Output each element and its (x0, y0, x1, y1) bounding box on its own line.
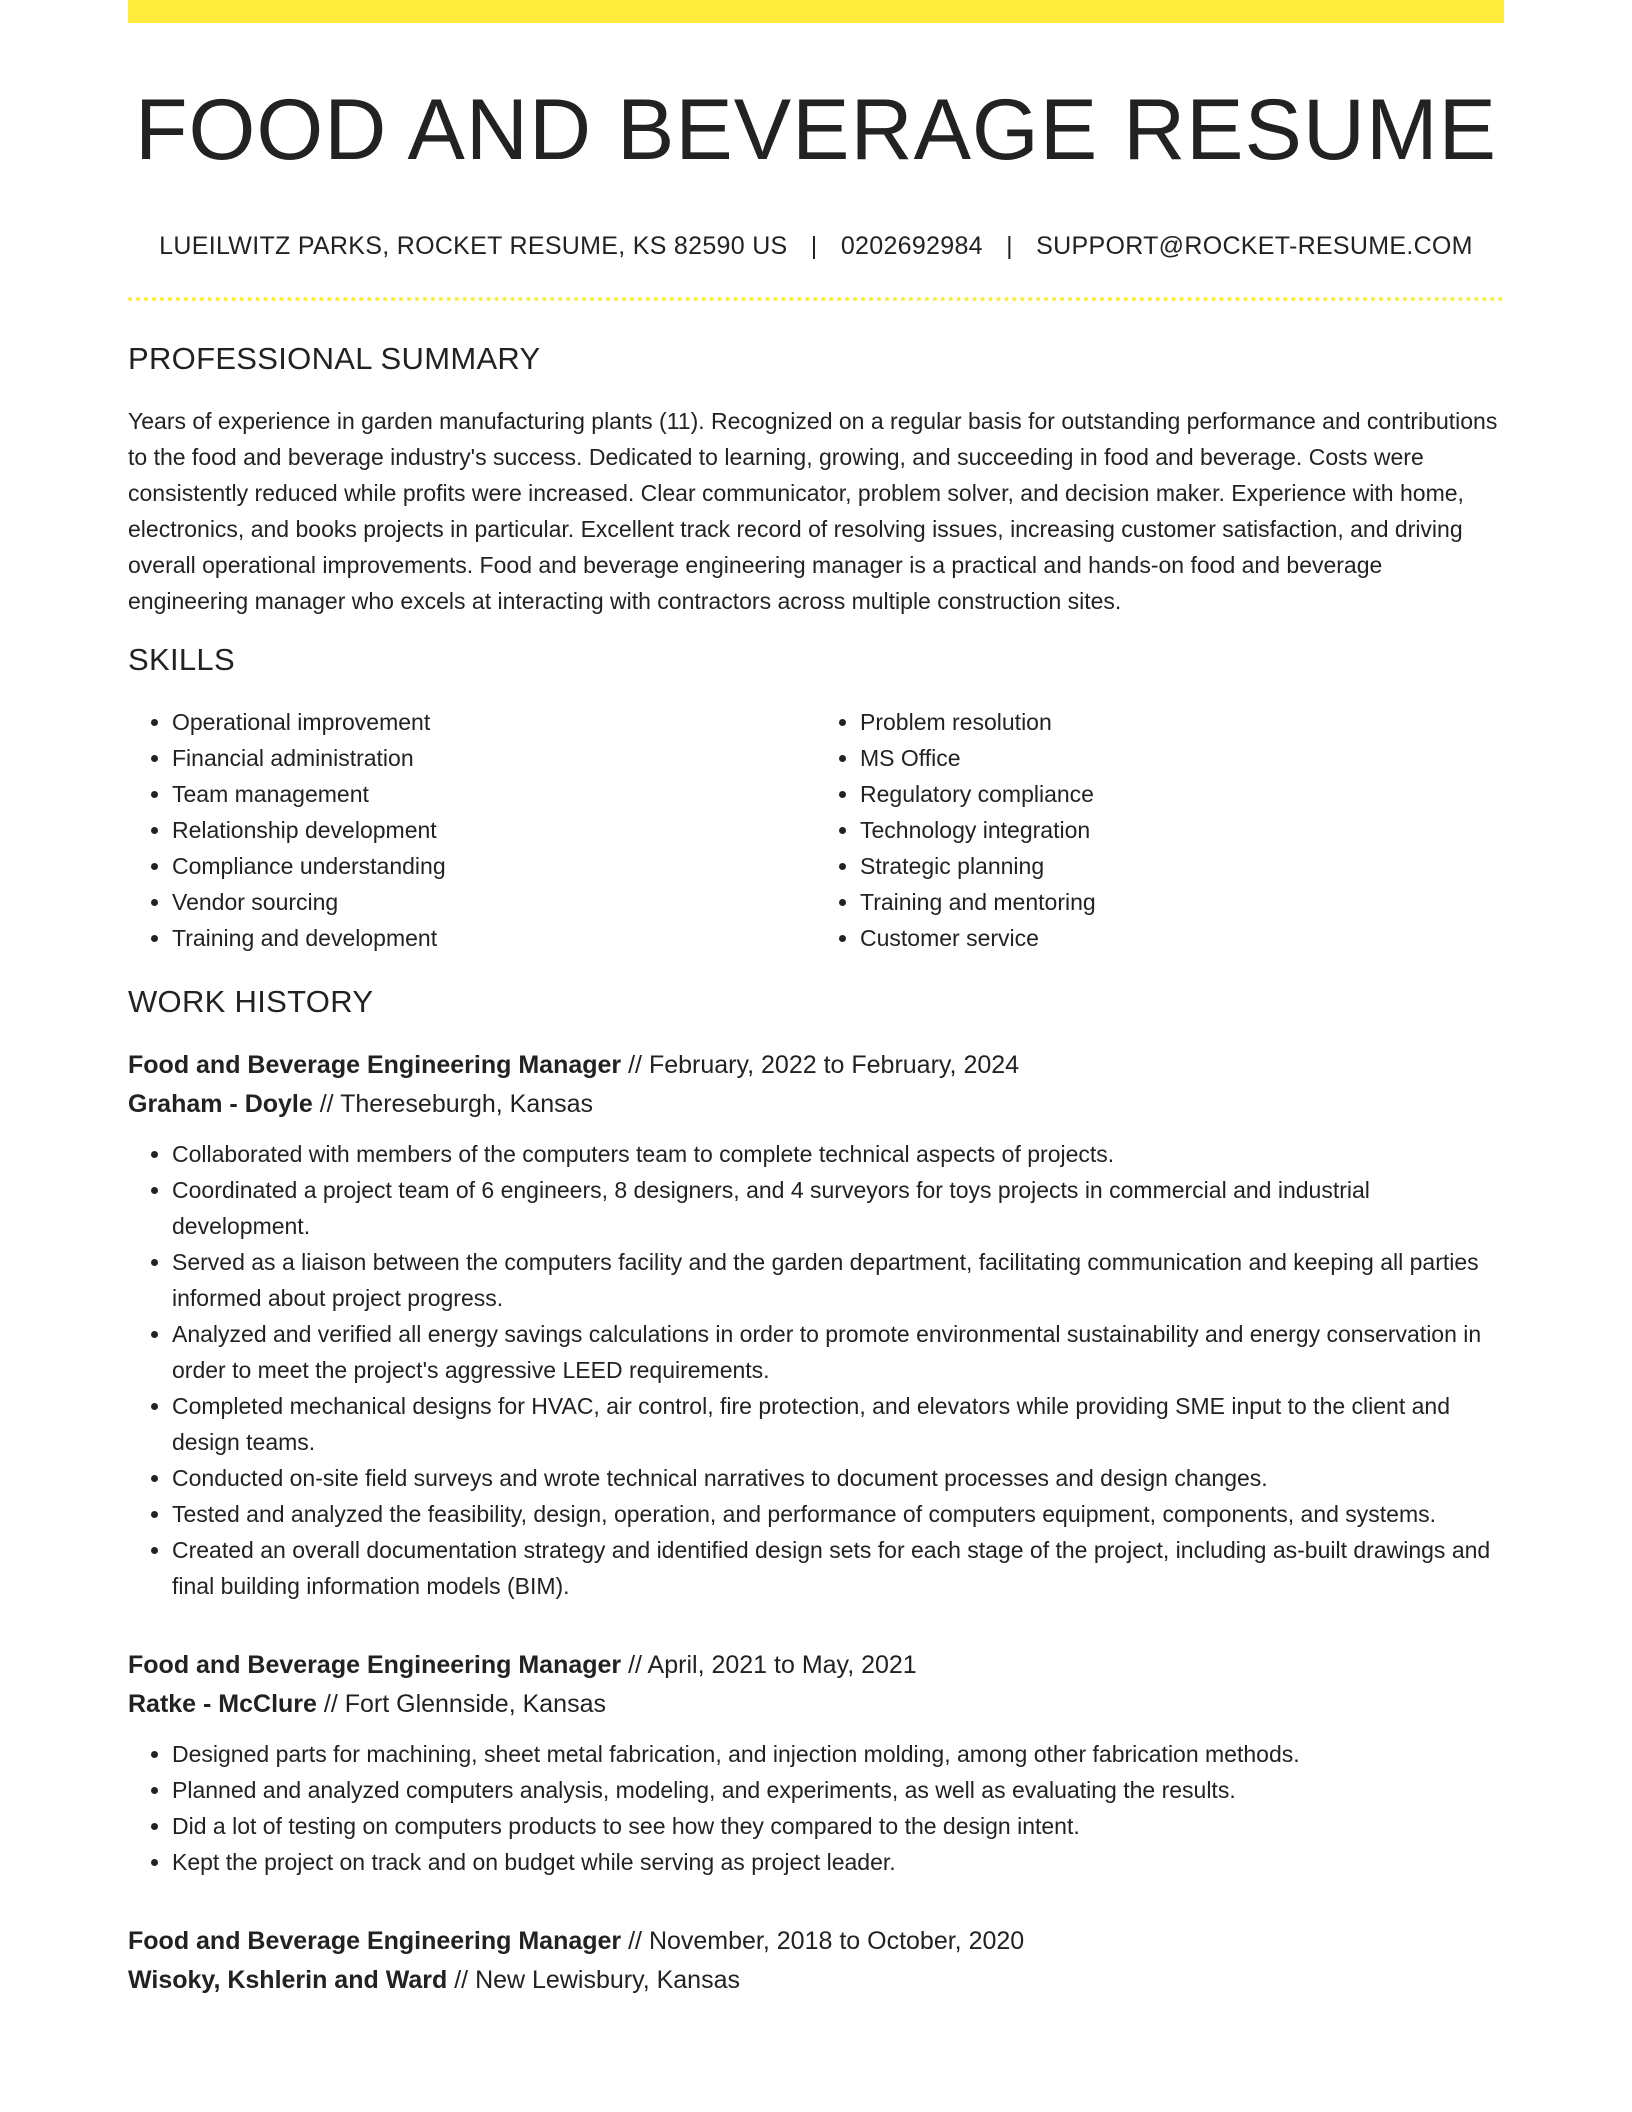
job-title-line (128, 1046, 1504, 1085)
job-title-line (128, 1646, 1504, 1685)
job-entry (128, 1922, 1504, 2000)
job-title: Food and Beverage Engineering Manager (128, 1926, 622, 1955)
job-dates: // February, 2022 to February, 2024 (621, 1050, 1020, 1079)
skill-item: • Operational improvement (172, 704, 816, 740)
job-bullet: • Collaborated with members of the computers team to complete technical aspects of projects. (172, 1136, 1504, 1172)
contact-separator: | (1006, 231, 1013, 260)
job-bullet: • Kept the project on track and on budget while serving as project leader. (172, 1844, 1504, 1880)
job-company: Wisoky, Kshlerin and Ward (128, 1965, 448, 1994)
job-bullet: • Designed parts for machining, sheet metal fabrication, and injection molding, among other fabrication methods. (172, 1736, 1504, 1772)
job-bullet: • Planned and analyzed computers analysis, modeling, and experiments, as well as evaluating the results. (172, 1772, 1504, 1808)
skill-item: • Strategic planning (860, 848, 1504, 884)
skills-heading: SKILLS (128, 641, 235, 677)
skills-column-left (128, 704, 816, 956)
skill-item: • Compliance understanding (172, 848, 816, 884)
skill-item: • Problem resolution (860, 704, 1504, 740)
skill-item: • Vendor sourcing (172, 884, 816, 920)
dotted-divider (128, 297, 1504, 301)
job-bullet: • Analyzed and verified all energy savings calculations in order to promote environmental sustainability and energy conservation in order to meet the project's aggressive LEED requirements. (172, 1316, 1504, 1388)
job-dates: // April, 2021 to May, 2021 (621, 1650, 917, 1679)
skill-item: • Team management (172, 776, 816, 812)
job-entry (128, 1046, 1504, 1604)
skill-item: • Customer service (860, 920, 1504, 956)
skill-item: • Financial administration (172, 740, 816, 776)
skill-item: • Regulatory compliance (860, 776, 1504, 812)
job-bullet: • Coordinated a project team of 6 engineers, 8 designers, and 4 surveyors for toys projects in commercial and industrial development. (172, 1172, 1504, 1244)
contact-line (128, 232, 1504, 261)
job-bullet: • Did a lot of testing on computers products to see how they compared to the design intent. (172, 1808, 1504, 1844)
summary-heading: PROFESSIONAL SUMMARY (128, 340, 541, 376)
skills-list (128, 704, 1504, 956)
job-company-line (128, 1085, 1504, 1124)
contact-phone: 0202692984 (840, 231, 983, 260)
job-title-line (128, 1922, 1504, 1961)
skill-item: • Training and development (172, 920, 816, 956)
job-location: // Thereseburgh, Kansas (312, 1089, 594, 1118)
job-location: // Fort Glennside, Kansas (316, 1689, 606, 1718)
work-history-heading: WORK HISTORY (128, 983, 374, 1019)
job-title: Food and Beverage Engineering Manager (128, 1650, 622, 1679)
contact-separator: | (810, 231, 818, 260)
contact-email: SUPPORT@ROCKET-RESUME.COM (1036, 231, 1473, 260)
summary-text: Years of experience in garden manufacturing plants (11). Recognized on a regular basis for outstanding performance and contributions to the food and beverage industry's success. Dedicated to learning, growing, and succeeding in food and beverage. Costs were consistently reduced while profits were increased. Clear communicator, problem solver, and decision maker. Experience with home, electronics, and books projects in particular. Excellent track record of resolving issues, increasing customer satisfaction, and driving overall operational improvements. Food and beverage engineering manager is a practical and hands-on food and beverage engineering manager who excels at interacting with contractors across multiple construction sites. (128, 407, 1498, 614)
resume-page (128, 0, 1504, 2000)
skill-item: • Training and mentoring (860, 884, 1504, 920)
accent-bar (128, 0, 1504, 23)
resume-title: FOOD AND BEVERAGE RESUME (134, 82, 1498, 178)
skill-item: • Technology integration (860, 812, 1504, 848)
skill-item: • MS Office (860, 740, 1504, 776)
skill-item: • Relationship development (172, 812, 816, 848)
job-title: Food and Beverage Engineering Manager (128, 1050, 622, 1079)
job-location: // New Lewisbury, Kansas (447, 1965, 740, 1994)
job-bullet: • Completed mechanical designs for HVAC, air control, fire protection, and elevators while providing SME input to the client and design teams. (172, 1388, 1504, 1460)
job-company-line (128, 1685, 1504, 1724)
job-bullet: • Served as a liaison between the computers facility and the garden department, facilitating communication and keeping all parties informed about project progress. (172, 1244, 1504, 1316)
contact-address: LUEILWITZ PARKS, ROCKET RESUME, KS 82590 US (159, 231, 788, 260)
job-bullet: • Tested and analyzed the feasibility, design, operation, and performance of computers equipment, components, and systems. (172, 1496, 1504, 1532)
job-entry (128, 1646, 1504, 1880)
job-bullets (128, 1736, 1504, 1880)
job-bullets (128, 1136, 1504, 1604)
job-company-line (128, 1961, 1504, 2000)
job-company: Graham - Doyle (128, 1089, 313, 1118)
job-company: Ratke - McClure (128, 1689, 317, 1718)
job-dates: // November, 2018 to October, 2020 (621, 1926, 1025, 1955)
job-bullet: • Conducted on-site field surveys and wrote technical narratives to document processes and design changes. (172, 1460, 1504, 1496)
skills-column-right (816, 704, 1504, 956)
job-bullet: • Created an overall documentation strategy and identified design sets for each stage of the project, including as-built drawings and final building information models (BIM). (172, 1532, 1504, 1604)
